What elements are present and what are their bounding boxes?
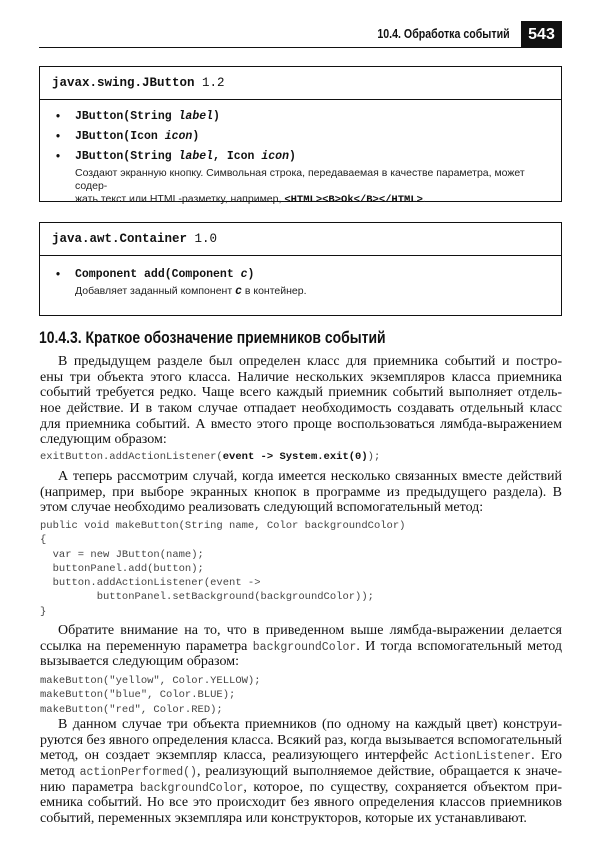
code-line: [40, 450, 562, 464]
text-run: event -> System.exit(0): [222, 451, 368, 463]
text-run: . Его: [531, 748, 562, 764]
code-line: [40, 548, 562, 562]
method-list: [52, 107, 549, 167]
text-run: этом случае необходимо реализовать следующий вспомогательный метод:: [40, 500, 484, 516]
text-run: вызывается следующим образом:: [40, 654, 239, 670]
inline-code: c: [235, 285, 242, 298]
inline-code: actionPerformed(): [79, 766, 197, 780]
class-name: javax.swing.JButton: [52, 76, 195, 90]
text-line: [40, 401, 562, 417]
text-run: .: [422, 193, 426, 205]
text-run: makeButton("blue", Color.BLUE);: [40, 689, 236, 702]
text-run: нию параметра: [40, 779, 140, 795]
text-run: var = new JButton(name);: [40, 548, 204, 561]
text-line: [52, 285, 549, 298]
text-line: [40, 469, 562, 485]
text-line: [40, 432, 562, 448]
code-snippet: [40, 450, 562, 464]
text-run: Создают экранную кнопку. Символьная строка, передаваемая в качестве параметра, может содер-: [75, 167, 525, 192]
api-box-title: [40, 67, 561, 100]
text-line: [40, 795, 562, 811]
text-run: );: [367, 451, 381, 463]
text-run: makeButton("red", Color.RED);: [40, 703, 223, 716]
text-run: , реализующий выполняемое действие, обращается к значе-: [196, 764, 562, 780]
text-line: [52, 167, 549, 193]
text-run: buttonPanel.add(button);: [40, 562, 204, 575]
text-run: Добавляет заданный компонент: [75, 285, 236, 297]
text-run: в контейнер.: [241, 285, 307, 297]
text-run: exitButton.addActionListener(: [40, 451, 223, 463]
text-run: buttonPanel.setBackground(backgroundColor));: [40, 591, 374, 604]
text-run: JButton(Icon: [75, 130, 165, 143]
text-run: }: [40, 605, 47, 618]
api-box-title: [40, 223, 561, 256]
text-run: руются без явного определения класса. Всякий раз, когда вызывается вспомогательный: [40, 732, 562, 748]
code-line: [40, 688, 562, 702]
inline-code: <HTML><B>Ok</B></HTML>: [284, 194, 423, 206]
text-run: public void makeButton(String name, Color backgroundColor): [40, 520, 406, 532]
version: 1.2: [202, 76, 225, 90]
section-heading: 10.4.3. Краткое обозначение приемников событий: [39, 328, 386, 347]
method-signature: [52, 265, 549, 285]
paragraph: [40, 469, 562, 516]
running-header: [39, 0, 562, 48]
method-list: [52, 265, 549, 285]
code-block: [40, 519, 562, 619]
text-run: (например, при выборе экранных кнопок в программе из предыдущего раздела). В: [40, 484, 562, 500]
paragraph: [40, 354, 562, 448]
inline-code: backgroundColor: [139, 781, 244, 795]
inline-code: backgroundColor: [252, 640, 357, 654]
text-run: ): [247, 268, 255, 281]
text-run: жать текст или HTML-разметку, например,: [75, 193, 285, 205]
text-line: [40, 500, 562, 516]
code-line: [40, 562, 562, 576]
text-run: ное действие. И в таком случае отпадает необходимость создавать отдельный класс: [40, 401, 562, 417]
code-line: [40, 519, 562, 533]
api-box-container: [39, 222, 562, 316]
text-run: JButton(String: [75, 150, 179, 163]
text-line: [40, 623, 562, 639]
text-run: метод, он создает экземпляр класса, реализующего интерфейс: [40, 748, 435, 764]
text-line: [40, 733, 562, 749]
method-signature: [52, 147, 549, 167]
text-run: для приемника событий. А вместо этого проще воспользоваться лямбда-выражением: [40, 416, 562, 432]
text-run: , которое, по существу, сохраняется объектом при-: [243, 779, 562, 795]
text-run: ены три объекта этого класса. Наличие нескольких экземпляров класса приемника: [40, 369, 562, 385]
method-description: [52, 285, 549, 298]
method-signature: [52, 127, 549, 147]
paragraph: [40, 717, 562, 827]
text-line: [40, 385, 562, 401]
text-line: [40, 764, 562, 780]
text-run: емника событий. Но все это происходит без явного определения классов приемников: [40, 795, 562, 811]
text-run: А теперь рассмотрим случай, когда имеется несколько связанных вместе действий: [58, 469, 562, 484]
text-line: [40, 780, 562, 796]
text-line: [40, 485, 562, 501]
code-line: [40, 576, 562, 590]
text-line: [40, 370, 562, 386]
text-run: событий, переменных экземпляра или конструкторов, которые их устанавливают.: [40, 811, 527, 827]
text-run: ): [213, 110, 220, 123]
text-run: icon: [164, 130, 193, 143]
text-run: makeButton("yellow", Color.YELLOW);: [40, 675, 261, 687]
inline-code: ActionListener: [434, 750, 532, 764]
text-line: [40, 811, 562, 827]
code-line: [40, 533, 562, 547]
method-signature: [52, 107, 549, 127]
text-run: icon: [261, 150, 289, 163]
text-run: c: [240, 268, 248, 281]
running-header-title: 10.4. Обработка событий: [377, 27, 510, 41]
paragraph: [40, 623, 562, 670]
text-run: метод: [40, 764, 80, 780]
class-name: java.awt.Container: [52, 232, 188, 246]
version: 1.0: [194, 232, 218, 246]
code-line: [40, 590, 562, 604]
text-run: следующим образом:: [40, 432, 167, 448]
text-line: [40, 654, 562, 670]
text-run: . И тогда вспомогательный метод: [356, 638, 562, 654]
code-line: [40, 674, 562, 688]
text-run: В предыдущем разделе был определен класс для приемника событий и постро-: [58, 354, 562, 369]
text-run: label: [178, 150, 214, 163]
method-description: [52, 167, 549, 207]
text-run: В данном случае три объекта приемников (по одному на каждый цвет) конструи-: [58, 717, 562, 732]
text-run: ссылка на переменную параметра: [40, 638, 253, 654]
text-run: ): [288, 150, 296, 163]
text-line: [40, 639, 562, 655]
code-block: [40, 674, 562, 717]
text-run: Component add(Component: [75, 268, 241, 281]
text-line: [40, 417, 562, 433]
code-line: [40, 605, 562, 619]
text-run: label: [178, 110, 214, 123]
text-run: , Icon: [213, 150, 262, 163]
code-line: [40, 703, 562, 717]
text-run: Обратите внимание на то, что в приведенном выше лямбда-выражении делается: [58, 623, 562, 638]
text-line: [52, 193, 549, 207]
text-run: JButton(String: [75, 110, 179, 123]
page-number: 543: [521, 21, 562, 47]
text-line: [40, 717, 562, 733]
text-run: событий требуется редко. Чаще всего каждый приемник событий выполняет отдель-: [40, 385, 562, 401]
text-run: ): [192, 130, 200, 143]
text-run: button.addActionListener(event ->: [40, 577, 261, 590]
text-run: {: [40, 534, 47, 547]
text-line: [40, 748, 562, 764]
api-box-jbutton: [39, 66, 562, 206]
text-line: [40, 354, 562, 370]
